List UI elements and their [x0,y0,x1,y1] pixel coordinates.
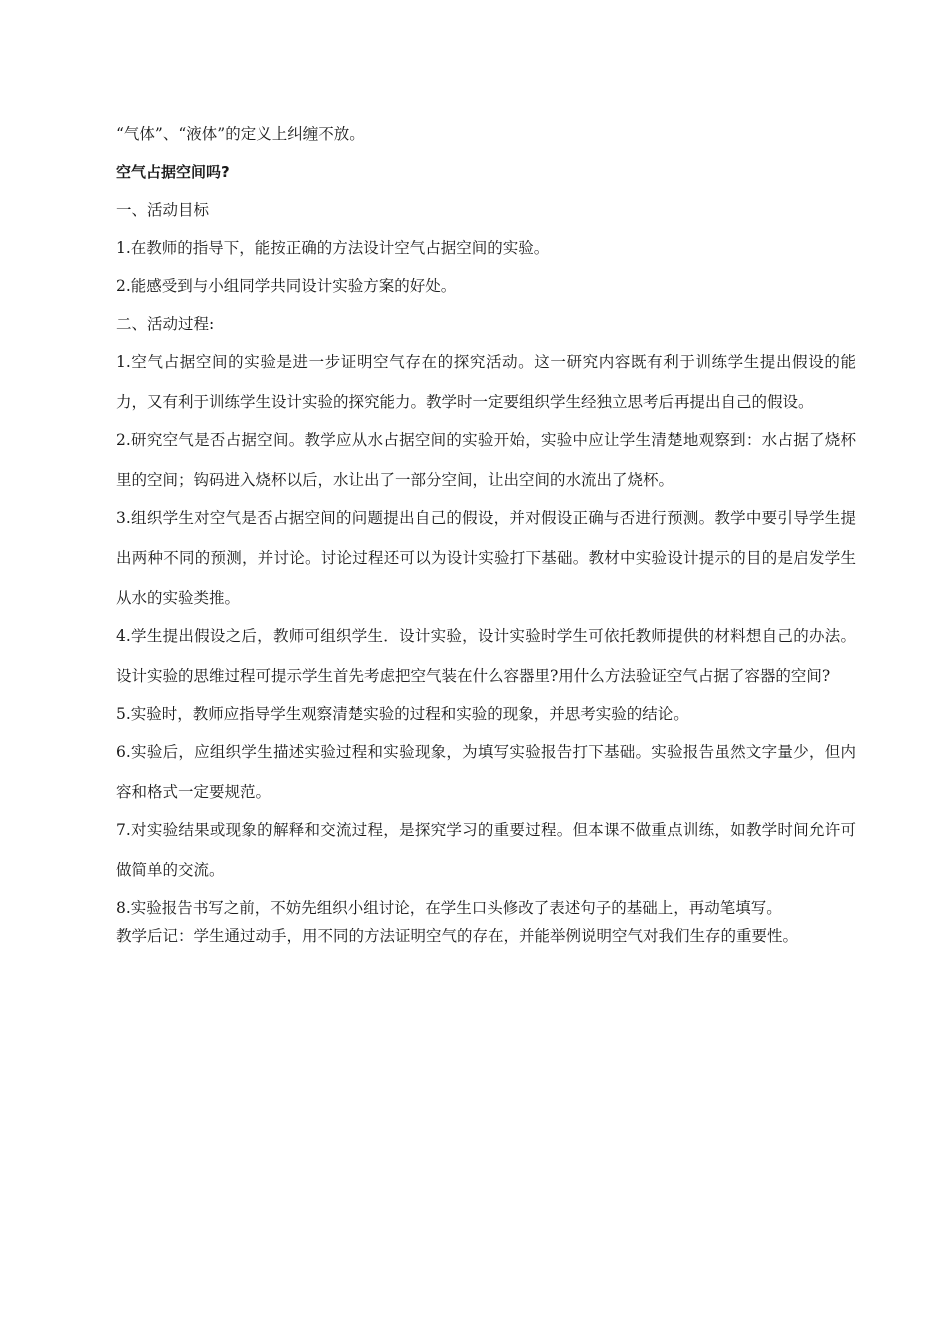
process-step-2: 2.研究空气是否占据空间。教学应从水占据空间的实验开始，实验中应让学生清楚地观察到：水占据了烧杯里的空间；钩码进入烧杯以后，水让出了一部分空间，让出空间的水流出了烧杯。 [116,431,856,489]
process-step-6: 6.实验后，应组织学生描述实验过程和实验现象，为填写实验报告打下基础。实验报告虽然文字量少，但内容和格式一定要规范。 [116,743,856,801]
document-body [116,124,856,964]
process-step-1: 1.空气占据空间的实验是进一步证明空气存在的探究活动。这一研究内容既有利于训练学生提出假设的能力，又有利于训练学生设计实验的探究能力。教学时一定要组织学生经独立思考后再提出自己的假设。 [116,353,856,411]
process-step-8: 8.实验报告书写之前，不妨先组织小组讨论，在学生口头修改了表述句子的基础上，再动笔填写。 [116,899,782,917]
heading-activity-process: 二、活动过程: [116,315,215,333]
section-title: 空气占据空间吗? [116,163,230,181]
process-step-5: 5.实验时，教师应指导学生观察清楚实验的过程和实验的现象，并思考实验的结论。 [116,705,689,723]
process-step-4: 4.学生提出假设之后，教师可组织学生．设计实验，设计实验时学生可依托教师提供的材料想自己的办法。设计实验的思维过程可提示学生首先考虑把空气装在什么容器里?用什么方法验证空气占据了容器的空间? [116,627,856,685]
process-step-3: 3.组织学生对空气是否占据空间的问题提出自己的假设，并对假设正确与否进行预测。教学中要引导学生提出两种不同的预测，并讨论。讨论过程还可以为设计实验打下基础。教材中实验设计提示的目的是启发学生从水的实验类推。 [116,509,856,607]
teaching-afterword: 教学后记：学生通过动手，用不同的方法证明空气的存在，并能举例说明空气对我们生存的重要性。 [116,927,799,945]
process-step-7: 7.对实验结果或现象的解释和交流过程，是探究学习的重要过程。但本课不做重点训练，如教学时间允许可做简单的交流。 [116,821,856,879]
heading-activity-goals: 一、活动目标 [116,201,210,219]
goal-item-1: 1.在教师的指导下，能按正确的方法设计空气占据空间的实验。 [116,239,550,257]
intro-line: “气体”、“液体”的定义上纠缠不放。 [116,125,365,143]
goal-item-2: 2.能感受到与小组同学共同设计实验方案的好处。 [116,277,457,295]
